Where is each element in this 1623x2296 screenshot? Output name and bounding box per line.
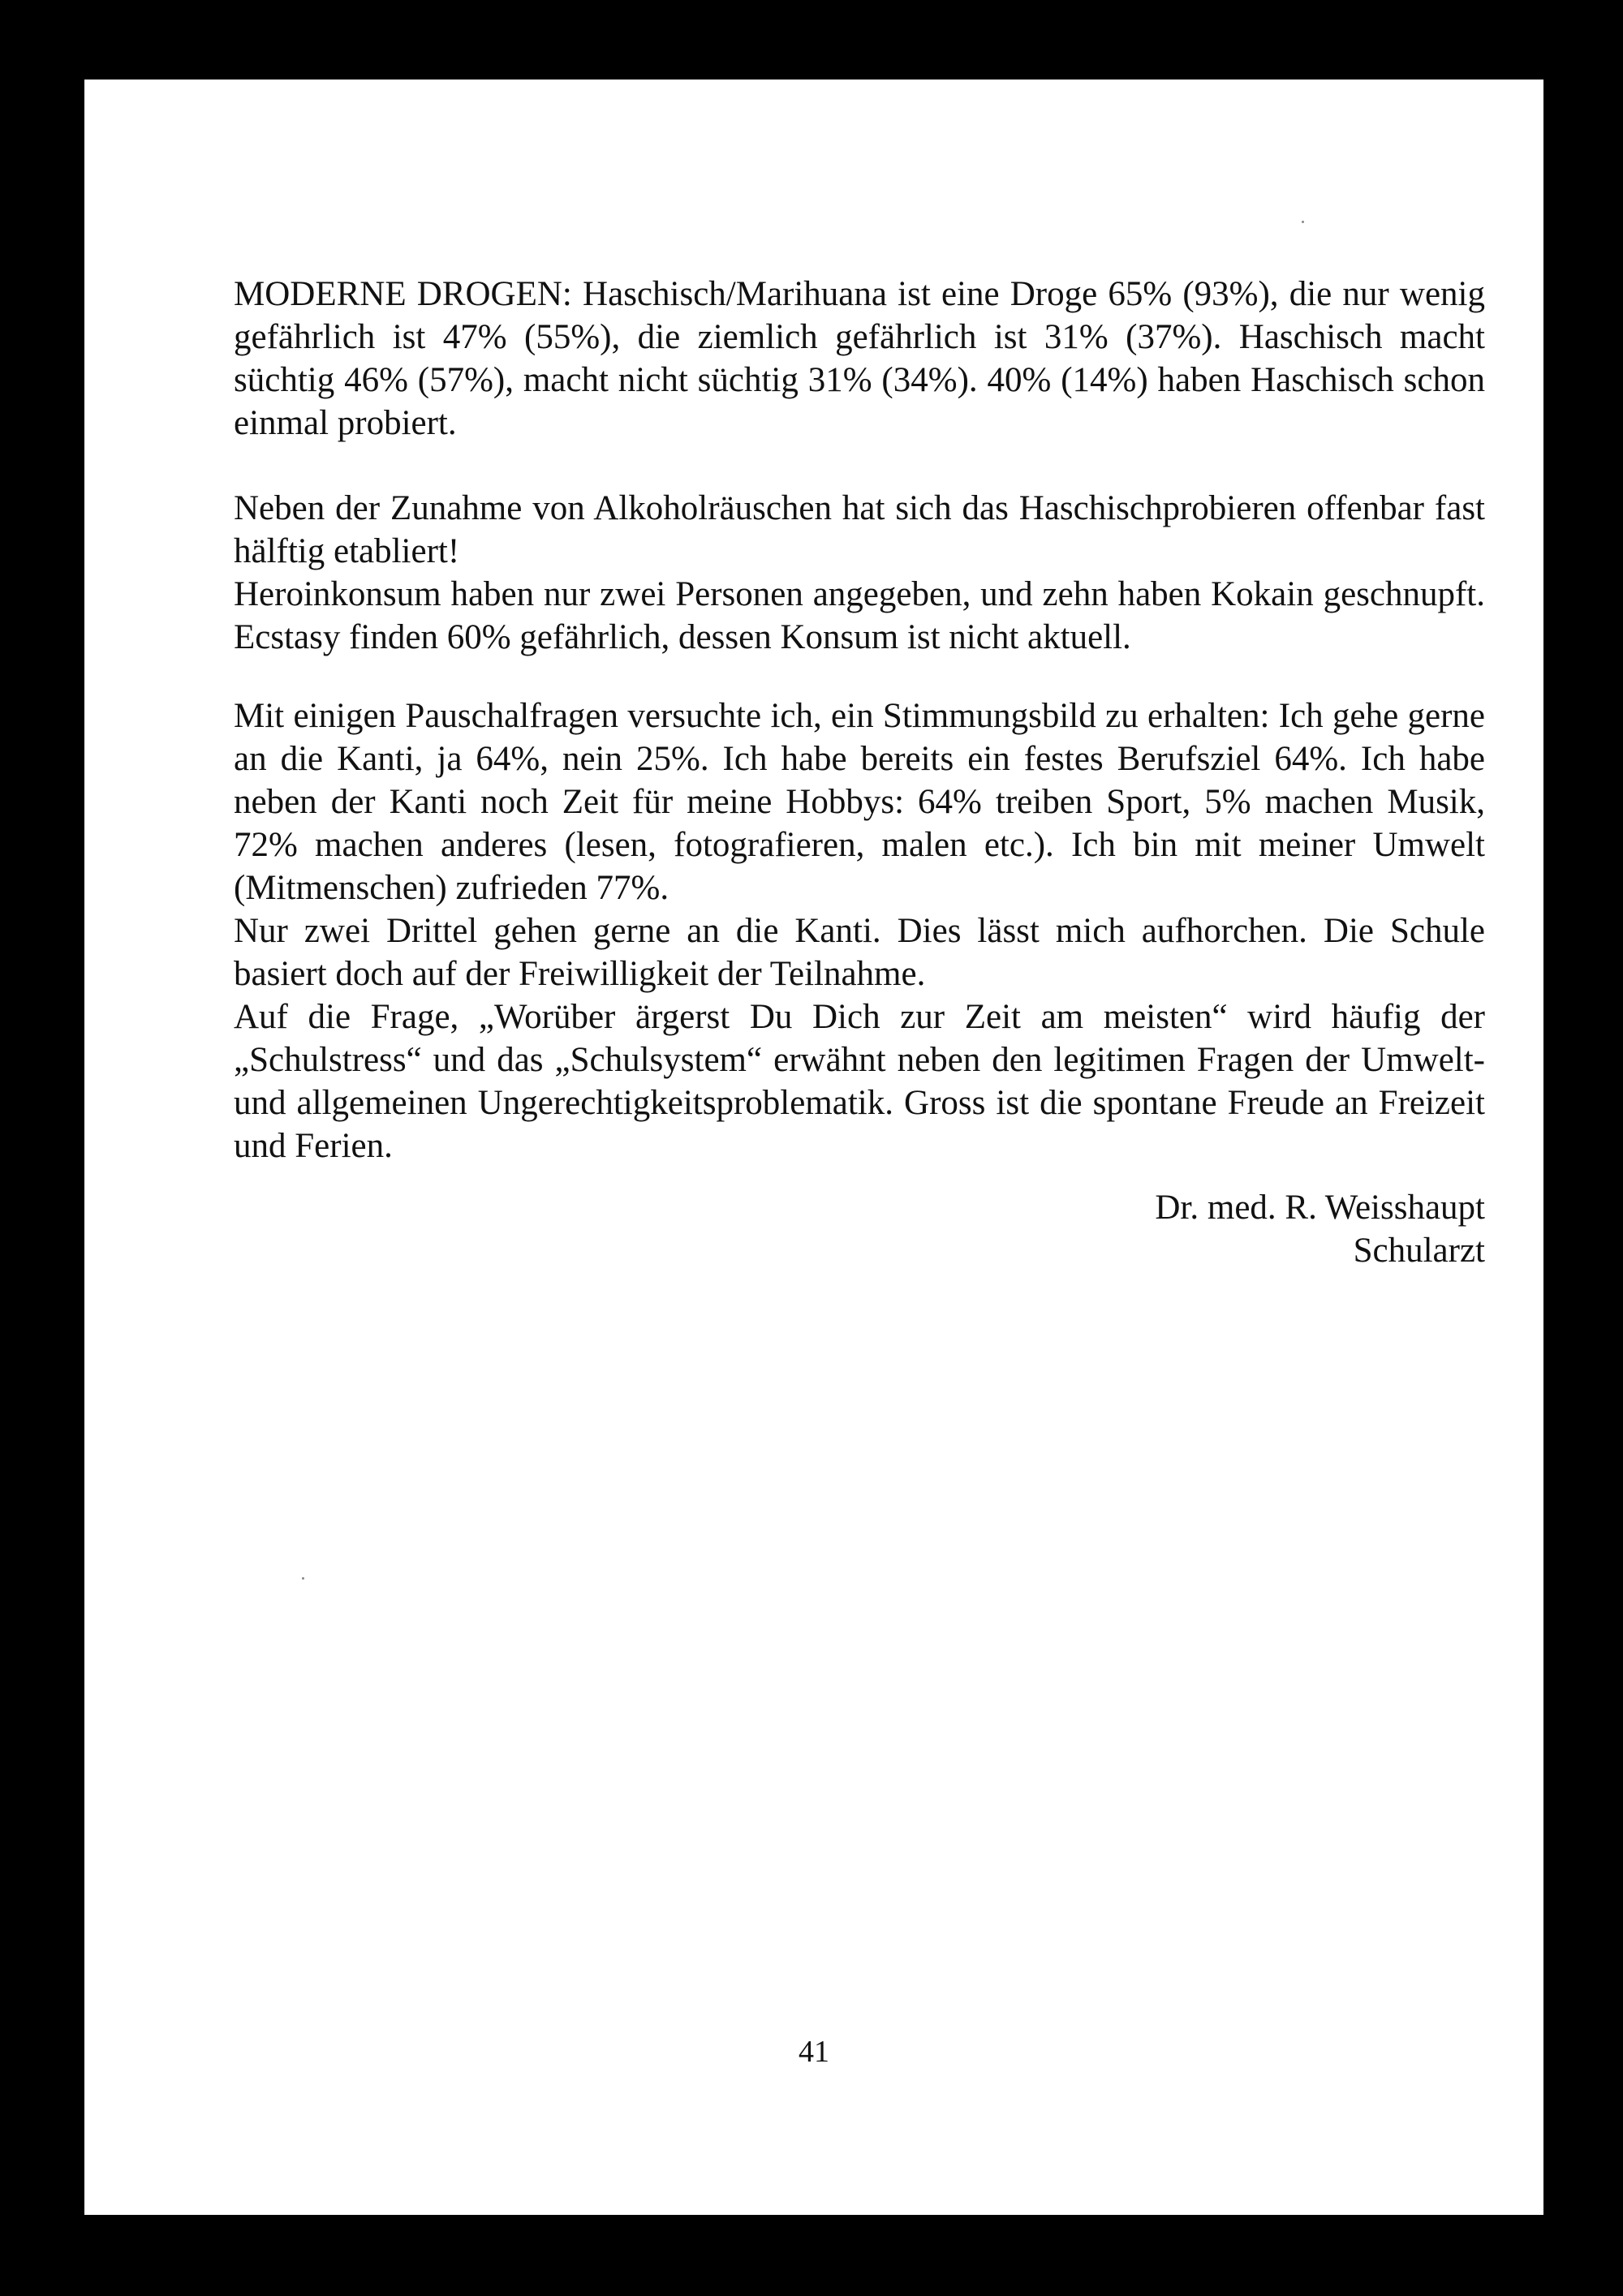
paragraph-line: Mit einigen Pauschalfragen versuchte ich, ein Stimmungsbild zu erhalten: Ich gehe gerne an die Kanti, ja 64%, nein 25%. Ich habe bereits ein festes Berufsziel 64%. Ich habe neben der Kanti noch Zeit für meine Hobbys: 64% treiben Sport, 5% machen Musik, 72% machen anderes (lesen, fotografieren, malen etc.). Ich bin mit meiner Umwelt (Mitmenschen) zufrieden 77%. (234, 697, 1485, 907)
paragraph-moderne-drogen (234, 273, 1485, 445)
paragraph-line: Neben der Zunahme von Alkoholräuschen hat sich das Haschischprobieren offenbar fast hälftig etabliert! (234, 489, 1485, 570)
paragraph-alkohol-haschisch (234, 487, 1485, 659)
signature-block (977, 1186, 1485, 1272)
signature-title: Schularzt (1353, 1232, 1485, 1270)
paragraph-pauschalfragen (234, 694, 1485, 1167)
document-page (84, 80, 1543, 2215)
paragraph-text: MODERNE DROGEN: Haschisch/Marihuana ist eine Droge 65% (93%), die nur wenig gefährlich ist 47% (55%), die ziemlich gefährlich ist 31% (37%). Haschisch macht süchtig 46% (57%), macht nicht süchtig 31% (34%). 40% (14%) haben Haschisch schon einmal probiert. (234, 275, 1485, 442)
paragraph-line: Heroinkonsum haben nur zwei Personen angegeben, und zehn haben Kokain geschnupft. Ecstasy finden 60% gefährlich, dessen Konsum ist nicht aktuell. (234, 575, 1485, 656)
paragraph-line: Auf die Frage, „Worüber ärgerst Du Dich zur Zeit am meisten“ wird häufig der „Schulstress“ und das „Schulsystem“ erwähnt neben den legitimen Fragen der Umwelt- und allgemeinen Ungerechtigkeitsproblematik. Gross ist die spontane Freude an Freizeit und Ferien. (234, 998, 1485, 1165)
scan-speck (302, 1577, 304, 1580)
page-number: 41 (799, 2035, 829, 2069)
signature-name: Dr. med. R. Weisshaupt (1155, 1189, 1485, 1227)
scan-speck (1302, 221, 1304, 223)
paragraph-line: Nur zwei Drittel gehen gerne an die Kanti. Dies lässt mich aufhorchen. Die Schule basiert doch auf der Freiwilligkeit der Teilnahme. (234, 912, 1485, 993)
